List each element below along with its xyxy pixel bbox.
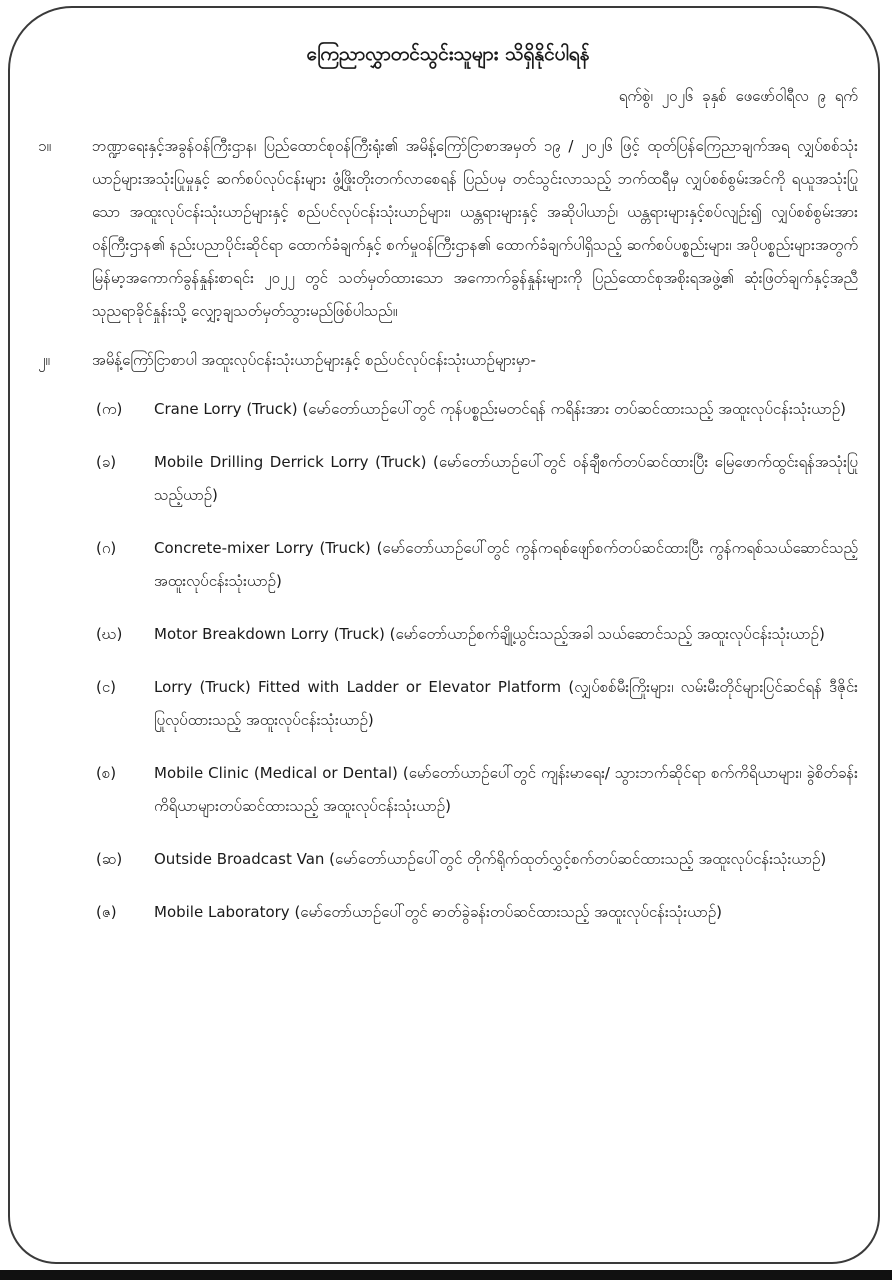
paragraph-number: ၂။	[38, 351, 50, 369]
list-item	[96, 393, 858, 426]
paragraph-number: ၁။	[38, 137, 51, 155]
list-item-label: (ဆ)	[96, 850, 123, 868]
list-item-text: Mobile Laboratory (မော်တော်ယာဉ်ပေါ်တွင် ဓာတ်ခွဲခန်းတပ်ဆင်ထားသည့် အထူးလုပ်ငန်းသုံးယာဉ်)	[154, 903, 722, 921]
paragraph-1	[38, 130, 858, 328]
paragraph-text: ဘဏ္ဍာရေးနှင့်အခွန်ဝန်ကြီးဌာန၊ ပြည်ထောင်စုဝန်ကြီးရုံး၏ အမိန့်ကြော်ငြာစာအမှတ် ၁၉ / ၂၀၂၆ ဖြင့် ထုတ်ပြန်ကြေညာချက်အရ လျှပ်စစ်သုံးယာဉ်များအသုံးပြုမှုနှင့် ဆက်စပ်လုပ်ငန်းများ ဖွံ့ဖြိုးတိုးတက်လာစေရန် ပြည်ပမှ တင်သွင်းလာသည့် ဘက်ထရီမှ လျှပ်စစ်စွမ်းအင်ကို ရယူအသုံးပြုသော အထူးလုပ်ငန်းသုံးယာဉ်များနှင့် စည်ပင်လုပ်ငန်းသုံးယာဉ်များ၊ ယန္တရားများနှင့် အဆိုပါယာဉ်၊ ယန္တရားများနှင့်စပ်လျဉ်း၍ လျှပ်စစ်စွမ်းအားဝန်ကြီးဌာန၏ နည်းပညာပိုင်းဆိုင်ရာ ထောက်ခံချက်နှင့် စက်မှုဝန်ကြီးဌာန၏ ထောက်ခံချက်ပါရှိသည့် ဆက်စပ်ပစ္စည်းများ၊ အပိုပစ္စည်းများအတွက် မြန်မာ့အကောက်ခွန်နှုန်းစာရင်း ၂၀၂၂ တွင် သတ်မှတ်ထားသော အကောက်ခွန်နှုန်းများကို ပြည်ထောင်စုအစိုးရအဖွဲ့၏ ဆုံးဖြတ်ချက်နှင့်အညီ သုညရာခိုင်နှုန်းသို့ လျှော့ချသတ်မှတ်သွားမည်ဖြစ်ပါသည်။	[92, 137, 858, 320]
bottom-edge-bar	[0, 1270, 892, 1280]
list-item-text: Lorry (Truck) Fitted with Ladder or Elevator Platform (လျှပ်စစ်မီးကြိုးများ၊ လမ်းမီးတိုင်များပြင်ဆင်ရန် ဒီဇိုင်းပြုလုပ်ထားသည့် အထူးလုပ်ငန်းသုံးယာဉ်)	[154, 678, 858, 729]
list-item	[96, 843, 858, 876]
list-item-text: Concrete-mixer Lorry (Truck) (မော်တော်ယာဉ်ပေါ်တွင် ကွန်ကရစ်ဖျော်စက်တပ်ဆင်ထားပြီး ကွန်ကရစ်သယ်ဆောင်သည့် အထူးလုပ်ငန်းသုံးယာဉ်)	[154, 539, 858, 590]
document-title: ကြေညာလွှာတင်သွင်းသူများ သိရှိနိုင်ပါရန်	[306, 43, 590, 65]
list-item-label: (ခ)	[96, 453, 117, 471]
list-item-label: (ဇ)	[96, 903, 117, 921]
document-body	[38, 40, 858, 949]
list-item-text: Mobile Clinic (Medical or Dental) (မော်တော်ယာဉ်ပေါ်တွင် ကျန်းမာရေး/ သွားဘက်ဆိုင်ရာ စက်ကိရိယာများ၊ ခွဲစိတ်ခန်းကိရိယာများတပ်ဆင်ထားသည့် အထူးလုပ်ငန်းသုံးယာဉ်)	[154, 764, 858, 815]
paragraph-text: အမိန့်ကြော်ငြာစာပါ အထူးလုပ်ငန်းသုံးယာဉ်များနှင့် စည်ပင်လုပ်ငန်းသုံးယာဉ်များမှာ-	[92, 351, 536, 369]
list-item-text: Motor Breakdown Lorry (Truck) (မော်တော်ယာဉ်စက်ချို့ယွင်းသည့်အခါ သယ်ဆောင်သည့် အထူးလုပ်ငန်းသုံးယာဉ်)	[154, 625, 825, 643]
list-item	[96, 618, 858, 651]
vehicle-list	[96, 393, 858, 929]
document-date: ရက်စွဲ၊ ၂၀၂၆ ခုနှစ် ဖေဖော်ဝါရီလ ၉ ရက်	[618, 87, 858, 105]
list-item-text: Mobile Drilling Derrick Lorry (Truck) (မော်တော်ယာဉ်ပေါ်တွင် ဝန်ချီစက်တပ်ဆင်ထားပြီး မြေဖောက်ထွင်းရန်အသုံးပြုသည့်ယာဉ်)	[154, 453, 858, 504]
list-item-label: (စ)	[96, 764, 117, 782]
list-item-label: (င)	[96, 678, 117, 696]
list-item	[96, 671, 858, 737]
list-item-label: (ဂ)	[96, 539, 117, 557]
list-item	[96, 446, 858, 512]
list-item-text: Crane Lorry (Truck) (မော်တော်ယာဉ်ပေါ်တွင် ကုန်ပစ္စည်းမတင်ရန် ကရိန်းအား တပ်ဆင်ထားသည့် အထူးလုပ်ငန်းသုံးယာဉ်)	[154, 400, 847, 418]
paragraph-2	[38, 344, 858, 377]
list-item-text: Outside Broadcast Van (မော်တော်ယာဉ်ပေါ်တွင် တိုက်ရိုက်ထုတ်လွှင့်စက်တပ်ဆင်ထားသည့် အထူးလုပ်ငန်းသုံးယာဉ်)	[154, 850, 827, 868]
list-item	[96, 896, 858, 929]
list-item	[96, 532, 858, 598]
list-item	[96, 757, 858, 823]
list-item-label: (က)	[96, 400, 123, 418]
list-item-label: (ဃ)	[96, 625, 123, 643]
